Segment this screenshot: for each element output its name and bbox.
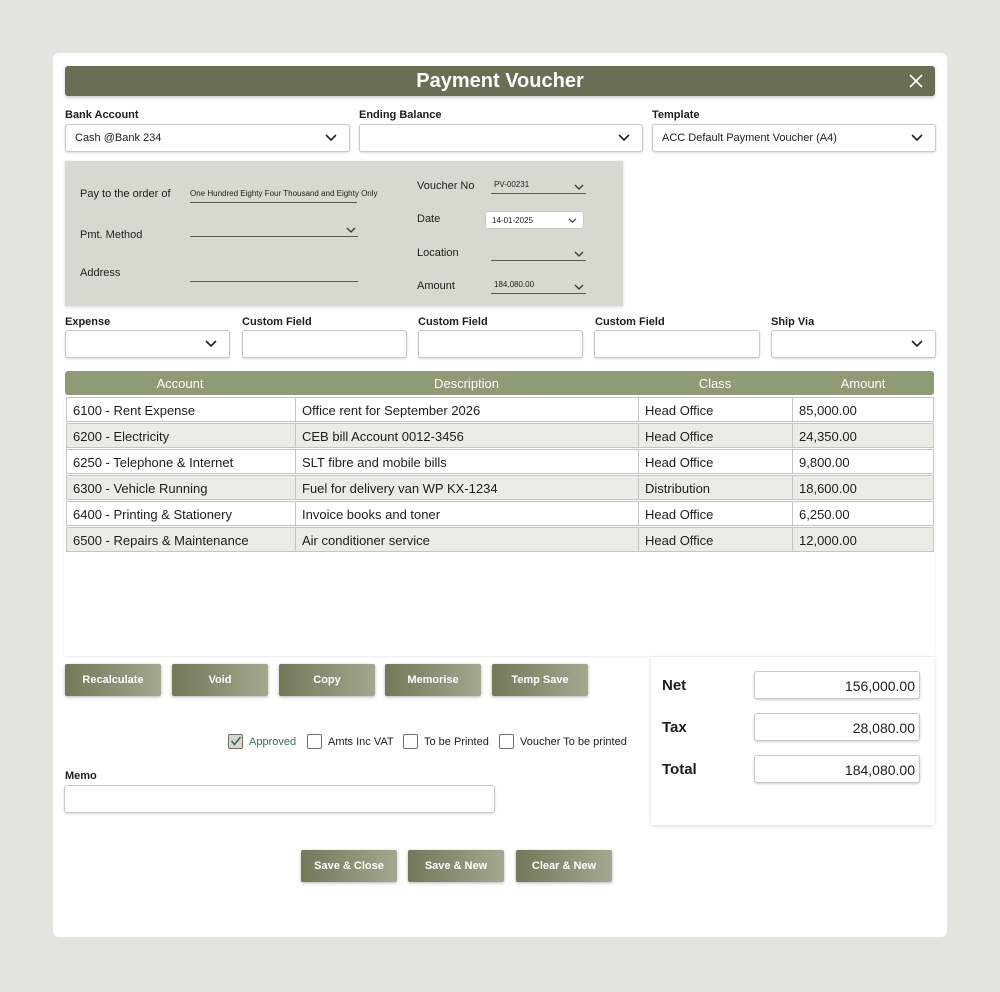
- custom-field-1-input[interactable]: [242, 330, 407, 358]
- custom-field-3-label: Custom Field: [595, 316, 665, 328]
- recalculate-button[interactable]: Recalculate: [65, 664, 161, 696]
- template-select[interactable]: [652, 124, 936, 152]
- cell-account[interactable]: 6200 - Electricity: [66, 423, 296, 448]
- approved-label: Approved: [249, 735, 297, 748]
- cell-description[interactable]: Office rent for September 2026: [295, 397, 639, 422]
- void-button[interactable]: Void: [172, 664, 268, 696]
- checkbox-box[interactable]: [403, 734, 418, 749]
- pmt-method-select[interactable]: [190, 223, 358, 237]
- pay-to-field[interactable]: [190, 189, 378, 203]
- table-row[interactable]: [65, 527, 934, 553]
- table-row[interactable]: [65, 501, 934, 527]
- custom-field-2-input[interactable]: [418, 330, 583, 358]
- checkbox-box[interactable]: [499, 734, 514, 749]
- custom-field-2-label: Custom Field: [418, 316, 488, 328]
- bank-account-value: Cash @Bank 234: [75, 132, 162, 144]
- custom-field-1-label: Custom Field: [242, 316, 312, 328]
- totals-panel: [651, 657, 934, 825]
- column-header-amount: Amount: [840, 376, 886, 391]
- pmt-method-label: Pmt. Method: [80, 229, 143, 241]
- table-row[interactable]: [65, 449, 934, 475]
- temp-save-button[interactable]: Temp Save: [492, 664, 588, 696]
- amount-value: 184,080.00: [494, 280, 535, 289]
- cell-amount[interactable]: 24,350.00: [792, 423, 934, 448]
- pay-to-label: Pay to the order of: [80, 188, 171, 200]
- net-label: Net: [662, 677, 687, 694]
- cell-description[interactable]: Invoice books and toner: [295, 501, 639, 526]
- voucher-to-be-printed-checkbox[interactable]: [499, 734, 627, 749]
- cell-account[interactable]: 6300 - Vehicle Running: [66, 475, 296, 500]
- cell-account[interactable]: 6250 - Telephone & Internet: [66, 449, 296, 474]
- tax-value: 28,080.00: [754, 713, 920, 741]
- cell-class[interactable]: Head Office: [638, 501, 793, 526]
- column-header-class: Class: [698, 376, 732, 391]
- cell-amount[interactable]: 12,000.00: [792, 527, 934, 552]
- template-value: ACC Default Payment Voucher (A4): [662, 132, 837, 144]
- checkbox-box[interactable]: [228, 734, 243, 749]
- save-new-button[interactable]: Save & New: [408, 850, 504, 882]
- tax-label: Tax: [662, 719, 687, 736]
- chevron-down-icon: [618, 133, 630, 143]
- total-value: 184,080.00: [754, 755, 920, 783]
- template-label: Template: [652, 109, 700, 121]
- cell-description[interactable]: Fuel for delivery van WP KX-1234: [295, 475, 639, 500]
- total-label: Total: [662, 761, 697, 778]
- bank-account-select[interactable]: [65, 124, 350, 152]
- custom-field-3-input[interactable]: [594, 330, 760, 358]
- location-select[interactable]: [491, 247, 586, 261]
- amts-inc-vat-label: Amts Inc VAT: [328, 735, 394, 748]
- table-row[interactable]: [65, 423, 934, 449]
- chevron-down-icon: [911, 133, 923, 143]
- ship-via-label: Ship Via: [771, 316, 815, 328]
- chevron-down-icon: [568, 217, 577, 224]
- chevron-down-icon: [205, 339, 217, 349]
- cell-class[interactable]: Head Office: [638, 397, 793, 422]
- date-picker[interactable]: [485, 211, 584, 229]
- check-icon: [230, 735, 242, 747]
- table-header: [65, 371, 934, 395]
- memo-label: Memo: [65, 770, 97, 782]
- ship-via-select[interactable]: [771, 330, 936, 358]
- cell-description[interactable]: CEB bill Account 0012-3456: [295, 423, 639, 448]
- chevron-down-icon: [574, 250, 584, 258]
- table-row[interactable]: [65, 475, 934, 501]
- cell-class[interactable]: Head Office: [638, 423, 793, 448]
- date-value: 14-01-2025: [492, 216, 533, 225]
- chevron-down-icon: [911, 339, 923, 349]
- net-value: 156,000.00: [754, 671, 920, 699]
- cell-amount[interactable]: 18,600.00: [792, 475, 934, 500]
- chevron-down-icon: [325, 133, 337, 143]
- memo-input[interactable]: [64, 785, 495, 813]
- to-be-printed-label: To be Printed: [424, 735, 489, 748]
- chevron-down-icon: [346, 226, 356, 234]
- approved-checkbox[interactable]: [228, 734, 296, 749]
- cell-class[interactable]: Head Office: [638, 449, 793, 474]
- address-field[interactable]: [190, 268, 358, 282]
- cell-amount[interactable]: 9,800.00: [792, 449, 934, 474]
- clear-new-button[interactable]: Clear & New: [516, 850, 612, 882]
- close-icon[interactable]: [907, 72, 925, 90]
- save-close-button[interactable]: Save & Close: [301, 850, 397, 882]
- copy-button[interactable]: Copy: [279, 664, 375, 696]
- amts-inc-vat-checkbox[interactable]: [307, 734, 394, 749]
- checkbox-box[interactable]: [307, 734, 322, 749]
- cell-amount[interactable]: 85,000.00: [792, 397, 934, 422]
- pay-to-value: One Hundred Eighty Four Thousand and Eighty Only: [190, 189, 378, 198]
- cell-description[interactable]: SLT fibre and mobile bills: [295, 449, 639, 474]
- chevron-down-icon: [574, 283, 584, 291]
- voucher-no-label: Voucher No: [417, 180, 475, 192]
- cell-class[interactable]: Head Office: [638, 527, 793, 552]
- date-label: Date: [417, 213, 441, 225]
- chevron-down-icon: [574, 183, 584, 191]
- cell-account[interactable]: 6400 - Printing & Stationery: [66, 501, 296, 526]
- title-bar: [65, 66, 935, 96]
- to-be-printed-checkbox[interactable]: [403, 734, 489, 749]
- ending-balance-label: Ending Balance: [359, 109, 442, 121]
- payment-panel: [65, 161, 623, 306]
- voucher-to-be-printed-label: Voucher To be printed: [520, 735, 627, 748]
- cell-account[interactable]: 6100 - Rent Expense: [66, 397, 296, 422]
- location-label: Location: [417, 247, 459, 259]
- address-label: Address: [80, 267, 121, 279]
- cell-description[interactable]: Air conditioner service: [295, 527, 639, 552]
- amount-select[interactable]: [491, 280, 586, 294]
- voucher-no-value: PV-00231: [494, 180, 530, 189]
- cell-class[interactable]: Distribution: [638, 475, 793, 500]
- voucher-no-select[interactable]: [491, 180, 586, 194]
- amount-label: Amount: [417, 280, 455, 292]
- column-header-account: Account: [156, 376, 204, 391]
- table-row[interactable]: [65, 397, 934, 423]
- cell-account[interactable]: 6500 - Repairs & Maintenance: [66, 527, 296, 552]
- expense-select[interactable]: [65, 330, 230, 358]
- window-title: Payment Voucher: [416, 70, 584, 92]
- ending-balance-select[interactable]: [359, 124, 643, 152]
- bank-account-label: Bank Account: [65, 109, 139, 121]
- column-header-description: Description: [433, 376, 500, 391]
- expense-label: Expense: [65, 316, 111, 328]
- cell-amount[interactable]: 6,250.00: [792, 501, 934, 526]
- memorise-button[interactable]: Memorise: [385, 664, 481, 696]
